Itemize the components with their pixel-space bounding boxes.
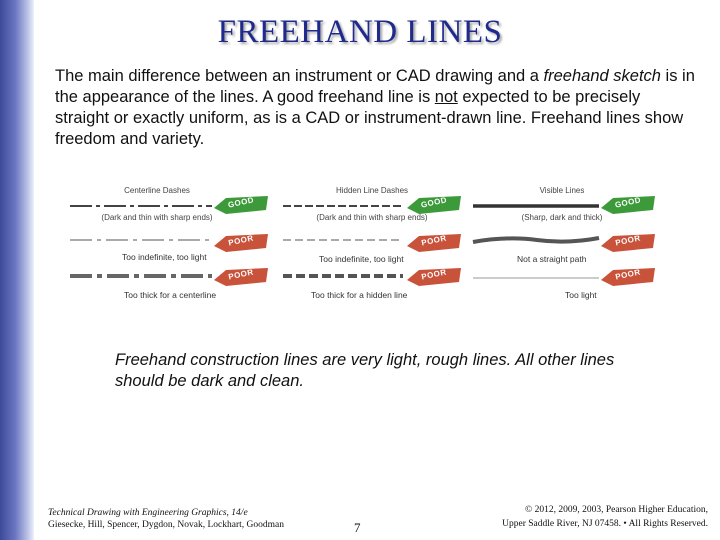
- poor-badge: POOR: [405, 266, 463, 286]
- page-number: 7: [354, 520, 361, 535]
- footer-authors: Giesecke, Hill, Spencer, Dygdon, Novak, Lockhart, Goodman: [48, 520, 285, 530]
- column-subheading: (Dark and thin with sharp ends): [316, 213, 428, 222]
- figure-caption: Freehand construction lines are very light, rough lines. All other lines should be dark and clean.: [115, 351, 615, 390]
- intro-paragraph: [55, 66, 695, 150]
- poor-label-1: Too indefinite, too light: [122, 252, 207, 262]
- footer-citation: [48, 507, 284, 531]
- visible-line-column: [467, 180, 657, 310]
- intro-text-3: expected to be precisely straight or exactly uniform, as is a CAD or instrument-drawn line. Freehand lines show freedom and variety.: [55, 88, 684, 148]
- poor-badge: POOR: [212, 232, 270, 252]
- footer-copyright: [502, 503, 708, 531]
- poor-label-1: Not a straight path: [517, 254, 587, 264]
- poor-badge: POOR: [212, 266, 270, 286]
- intro-text-2: is in the appearance of the lines. A good freehand line is: [55, 67, 695, 106]
- column-subheading: (Dark and thin with sharp ends): [101, 213, 213, 222]
- address-line: Upper Saddle River, NJ 07458. • All Rights Reserved.: [502, 519, 708, 529]
- column-heading: Visible Lines: [539, 186, 585, 195]
- poor-label-1: Too indefinite, too light: [319, 254, 404, 264]
- line-examples-figure: [62, 180, 662, 310]
- intro-text-1: The main difference between an instrument or CAD drawing and a: [55, 67, 544, 85]
- poor-label-2: Too thick for a centerline: [124, 290, 217, 300]
- page-title: FREEHAND LINES: [217, 14, 503, 50]
- intro-underlined: not: [434, 88, 458, 106]
- poor-badge: POOR: [599, 232, 657, 252]
- centerline-column: [62, 180, 255, 310]
- sidebar-decoration: [0, 0, 34, 540]
- copyright-line: © 2012, 2009, 2003, Pearson Higher Education,: [525, 505, 708, 515]
- good-badge: GOOD: [599, 194, 657, 214]
- intro-italic: freehand sketch: [543, 67, 661, 85]
- poor-label-2: Too thick for a hidden line: [311, 290, 408, 300]
- column-heading: Hidden Line Dashes: [335, 186, 409, 195]
- poor-label-2: Too light: [565, 290, 597, 300]
- poor-badge: POOR: [599, 266, 657, 286]
- hidden-line-column: [277, 180, 467, 310]
- column-heading: Centerline Dashes: [124, 186, 190, 195]
- footer-book-title: Technical Drawing with Engineering Graphics, 14/e: [48, 508, 248, 518]
- good-badge: GOOD: [212, 194, 270, 214]
- column-subheading: (Sharp, dark and thick): [521, 213, 603, 222]
- good-badge: GOOD: [405, 194, 463, 214]
- poor-badge: POOR: [405, 232, 463, 252]
